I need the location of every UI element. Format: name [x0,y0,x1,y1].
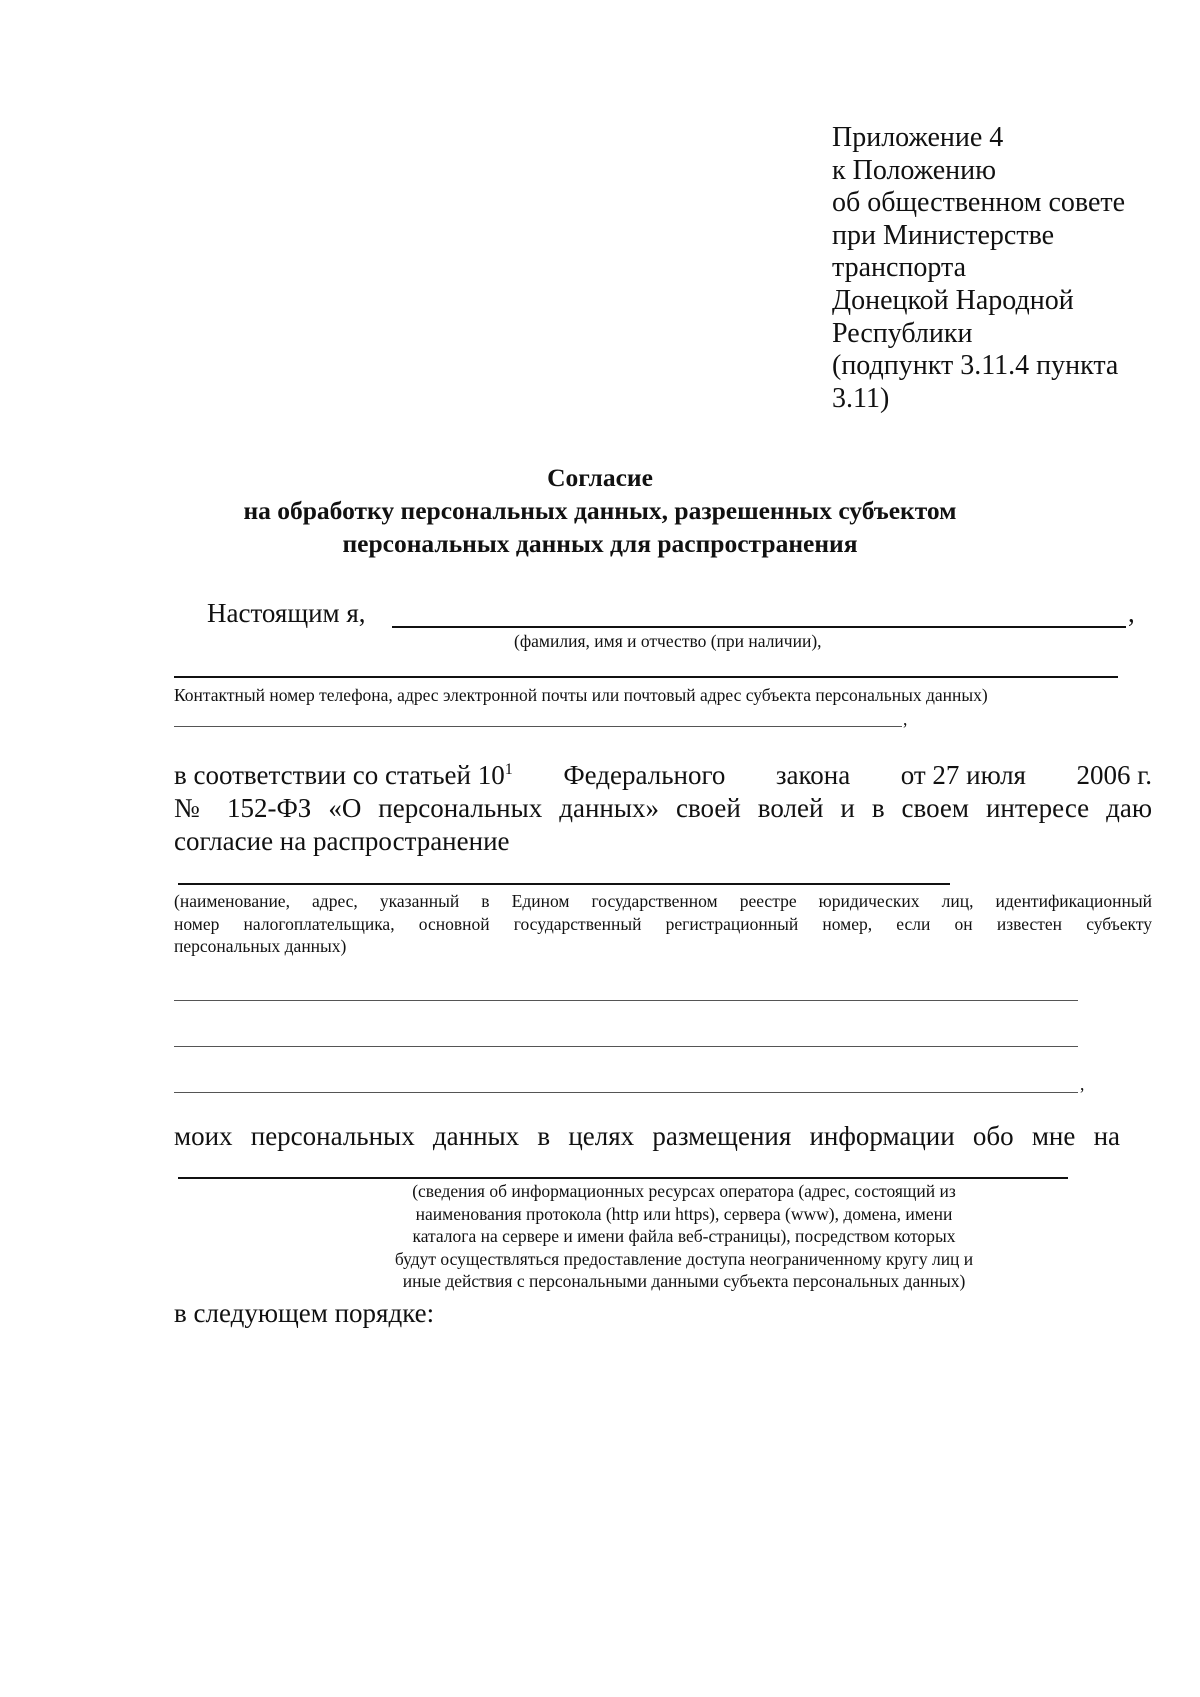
purpose-text: моих персональных данных в целях размещения информации обо мне на [174,1121,1120,1151]
law-paragraph-line1 [174,760,1152,791]
resource-caption-line: наименования протокола (http или https), сервера (www), домена, имени [415,1203,953,1224]
operator-caption-line: персональных данных) [174,936,347,956]
operator-fill-line[interactable] [178,883,950,885]
list-fill-line-2[interactable] [174,1046,1078,1047]
resource-fill-line[interactable] [178,1177,1068,1179]
appendix-line: Приложение 4 [832,122,1004,153]
order-text: в следующем порядке: [174,1298,435,1328]
law-text: 2006 г. [1076,760,1152,790]
appendix-line: об общественном совете [832,187,1126,219]
contact-caption: Контактный номер телефона, адрес электронной почты или почтовый адрес субъекта персональных данных) [174,685,988,705]
appendix-line: при Министерстве [832,219,1055,251]
appendix-line: к Положению [832,154,997,186]
resource-caption-line: каталога на сервере и имени файла веб-страницы), посредством которых [412,1226,956,1246]
list-fill-line-3[interactable] [174,1092,1078,1093]
appendix-reference [832,122,1125,415]
law-text: от 27 июля [900,760,1026,790]
contact-fill-line-2[interactable] [174,726,902,727]
resource-caption-line: иные действия с персональными данными субъекта персональных данных) [402,1271,966,1291]
list-comma: , [1080,1074,1085,1094]
law-paragraph-line3: согласие на распространение [174,826,510,856]
law-paragraph-line2: № 152-ФЗ «О персональных данных» своей волей и в своем интересе даю [174,793,1152,823]
appendix-line: 3.11) [832,382,890,414]
operator-caption-line: номер налогоплательщика, основной государственный регистрационный номер, если он известен субъекту [174,913,1152,934]
name-caption: (фамилия, имя и отчество (при наличии), [514,631,822,651]
appendix-line: Республики [832,317,973,349]
name-fill-line[interactable] [392,626,1126,628]
document-title: Согласие [547,463,653,492]
appendix-line: транспорта [832,252,967,284]
appendix-line: (подпункт 3.11.4 пункта [832,350,1119,382]
resource-caption-line: (сведения об информационных ресурсах оператора (адрес, состоящий из [412,1181,956,1201]
contact-fill-line[interactable] [174,676,1118,678]
document-subtitle-line1: на обработку персональных данных, разрешенных субъектом [243,496,957,525]
law-text: в соответствии со статьей $10^1$ [174,760,513,790]
operator-caption [174,890,1152,958]
contact-comma: , [903,709,908,729]
appendix-line: Донецкой Народной [832,284,1074,316]
intro-text: Настоящим я, [207,598,366,628]
intro-comma: , [1128,598,1135,628]
list-fill-line-1[interactable] [174,1000,1078,1001]
resource-caption-line: будут осуществляться предоставление доступа неограниченному кругу лиц и [394,1248,974,1269]
law-text: закона [775,760,851,790]
resource-caption [304,1180,1064,1293]
law-text: Федерального [563,760,726,790]
document-subtitle-line2: персональных данных для распространения [342,529,858,558]
operator-caption-line: (наименование, адрес, указанный в Едином государственном реестре юридических лиц, идентификационный [174,891,1152,911]
